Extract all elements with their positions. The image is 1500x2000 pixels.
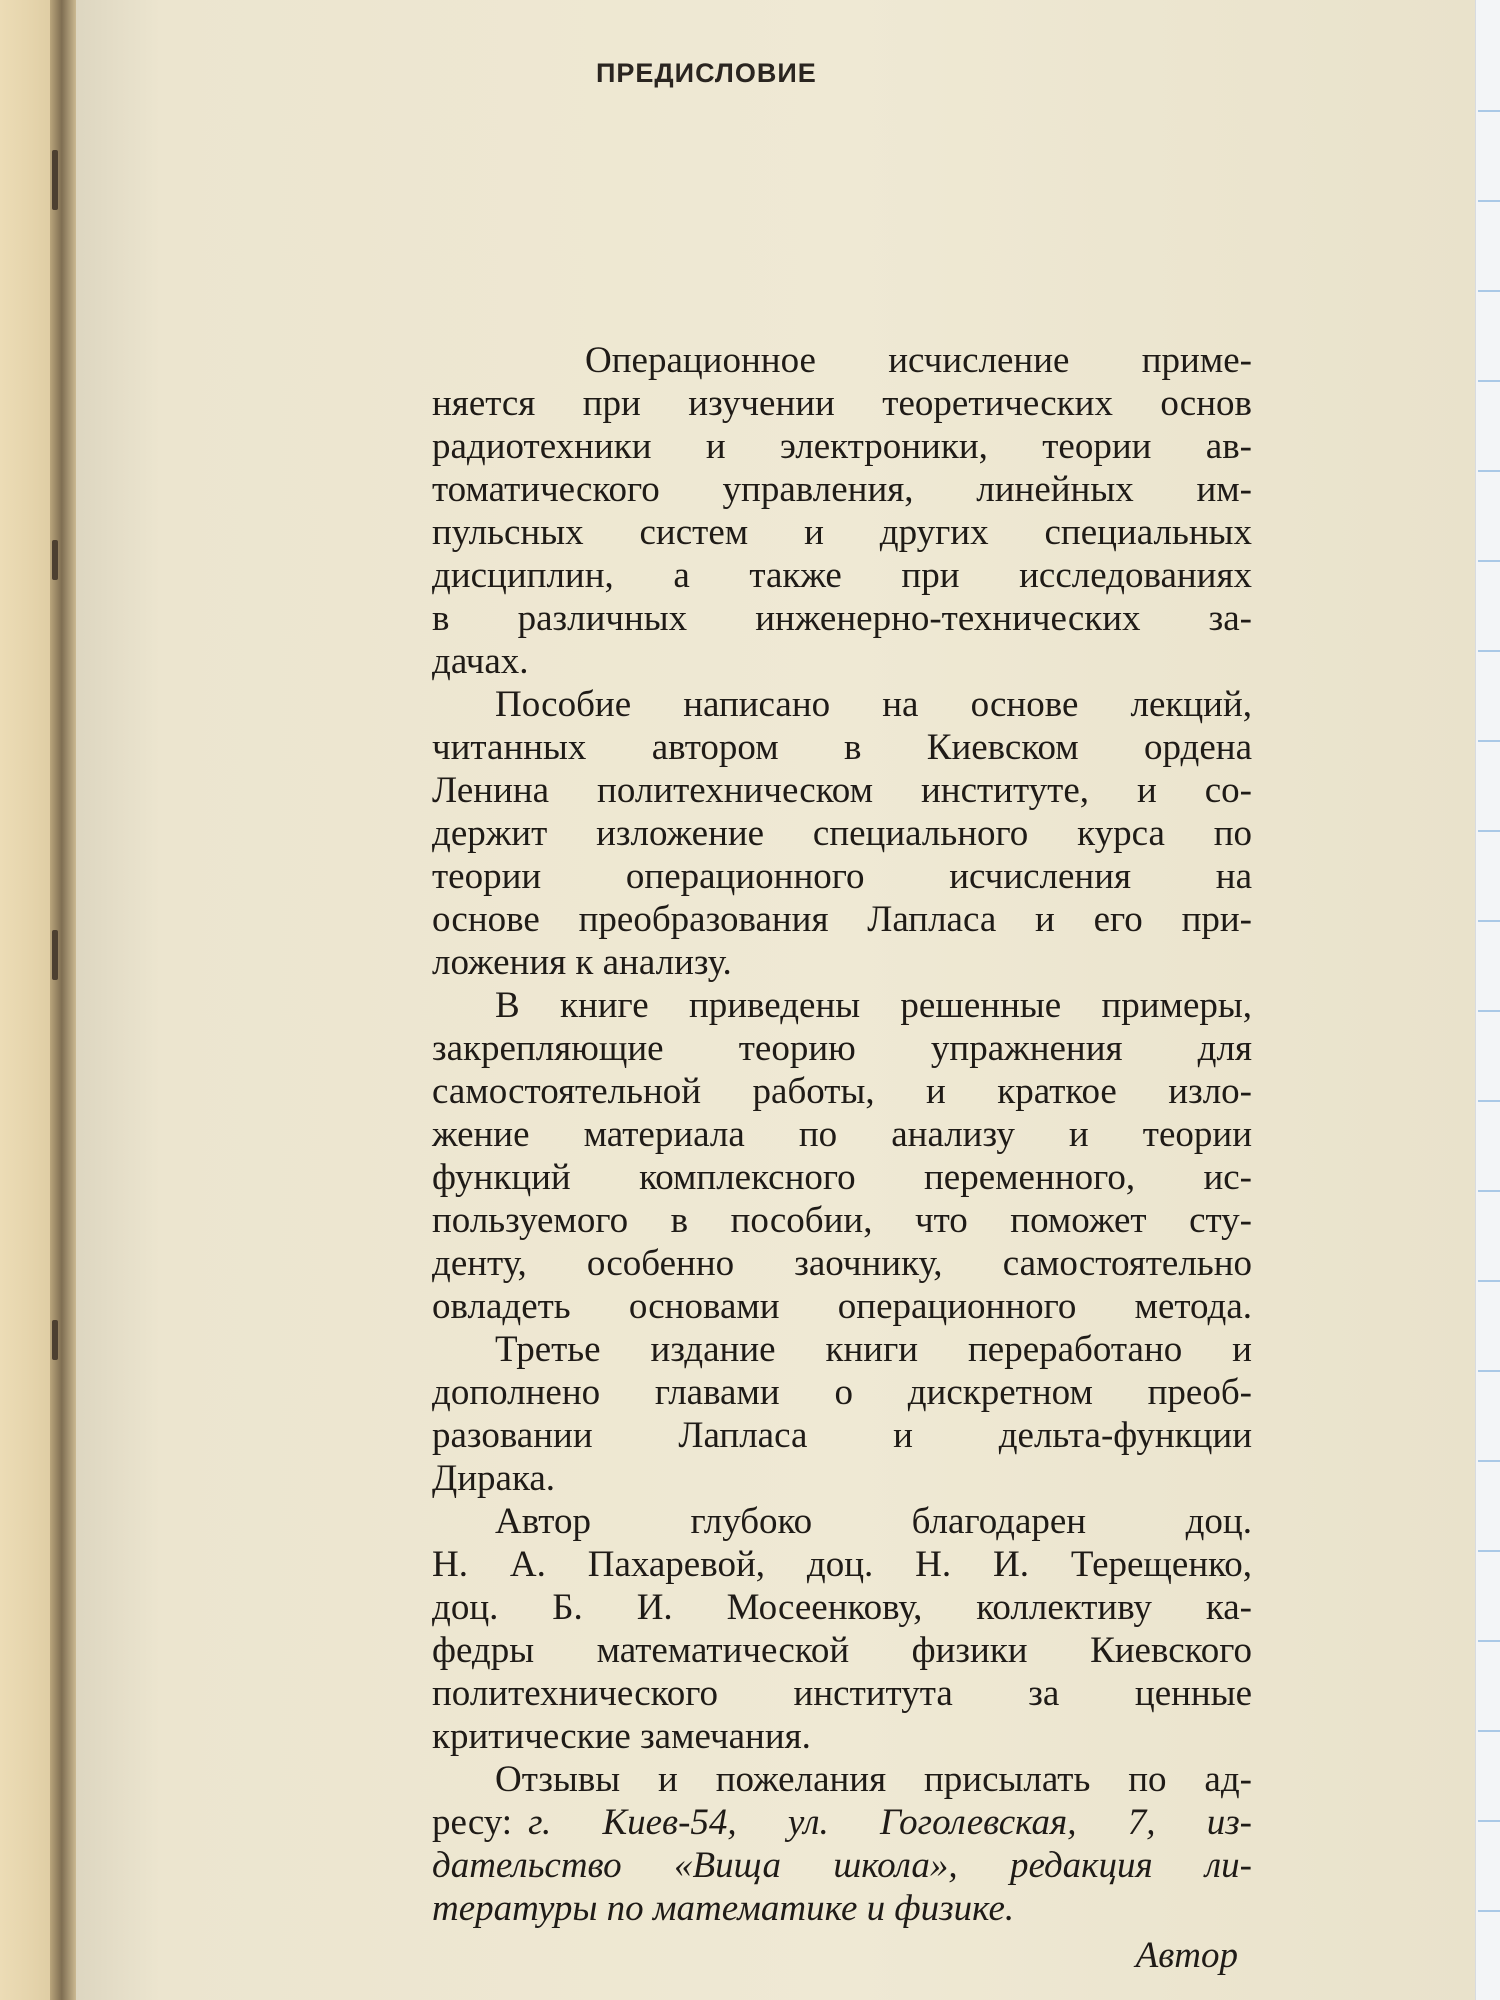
address-prefix: ресу: (432, 1802, 513, 1843)
text-line: няется при изучении теоретических основ (432, 383, 1252, 424)
text-line: федры математической физики Киевского (432, 1630, 1252, 1671)
text-line: функций комплексного переменного, ис- (432, 1157, 1252, 1198)
text-line: тературы по математике и физике. (432, 1888, 1015, 1929)
text-line: овладеть основами операционного метода. (432, 1286, 1252, 1327)
text-line: пульсных систем и других специальных (432, 512, 1252, 553)
address-italic: г. Киев-54, ул. Гоголевская, 7, из- (528, 1802, 1252, 1843)
text-line: томатического управления, линейных им- (432, 469, 1252, 510)
text-line: доц. Б. И. Мосеенкову, коллективу ка- (432, 1587, 1252, 1628)
page-title: ПРЕДИСЛОВИЕ (596, 58, 817, 88)
text-line: дательство «Вища школа», редакция ли- (432, 1845, 1252, 1886)
text-line: В книге приведены решенные примеры, (495, 985, 1252, 1026)
binding-thread (52, 1320, 58, 1360)
text-line: политехнического института за ценные (432, 1673, 1252, 1714)
text-line: самостоятельной работы, и краткое изло- (432, 1071, 1252, 1112)
text-line: держит изложение специального курса по (432, 813, 1252, 854)
text-line: денту, особенно заочнику, самостоятельно (432, 1243, 1252, 1284)
book-spine (50, 0, 76, 2000)
text-line: радиотехники и электроники, теории ав- (432, 426, 1252, 467)
text-line: в различных инженерно-технических за- (432, 598, 1252, 639)
text-line: критические замечания. (432, 1716, 811, 1757)
text-line: читанных автором в Киевском ордена (432, 727, 1252, 768)
text-line: Автор глубоко благодарен доц. (495, 1501, 1252, 1542)
text-line: пользуемого в пособии, что поможет сту- (432, 1200, 1252, 1241)
notebook-edge (1475, 0, 1500, 2000)
text-line: Пособие написано на основе лекций, (495, 684, 1252, 725)
text-line: закрепляющие теорию упражнения для (432, 1028, 1252, 1069)
text-line: дополнено главами о дискретном преоб- (432, 1372, 1252, 1413)
text-line: Н. А. Пахаревой, доц. Н. И. Терещенко, (432, 1544, 1252, 1585)
text-line: дисциплин, а также при исследованиях (432, 555, 1252, 596)
text-line: дачах. (432, 641, 529, 682)
text-line: жение материала по анализу и теории (432, 1114, 1252, 1155)
text-line: Отзывы и пожелания присылать по ад- (495, 1759, 1252, 1800)
text-line: разовании Лапласа и дельта-функции (432, 1415, 1252, 1456)
text-line: ложения к анализу. (432, 942, 732, 983)
text-line-address (432, 1802, 1252, 1844)
text-line: Дирака. (432, 1458, 556, 1499)
text-line: Третье издание книги переработано и (495, 1329, 1252, 1370)
binding-thread (52, 930, 58, 980)
binding-thread (52, 150, 58, 210)
text-line: основе преобразования Лапласа и его при- (432, 899, 1252, 940)
binding-thread (52, 540, 58, 580)
author-signature: Автор (1135, 1935, 1238, 1976)
text-line: Ленина политехническом институте, и со- (432, 770, 1252, 811)
text-line: Операционное исчисление приме- (585, 340, 1252, 381)
text-line: теории операционного исчисления на (432, 856, 1252, 897)
